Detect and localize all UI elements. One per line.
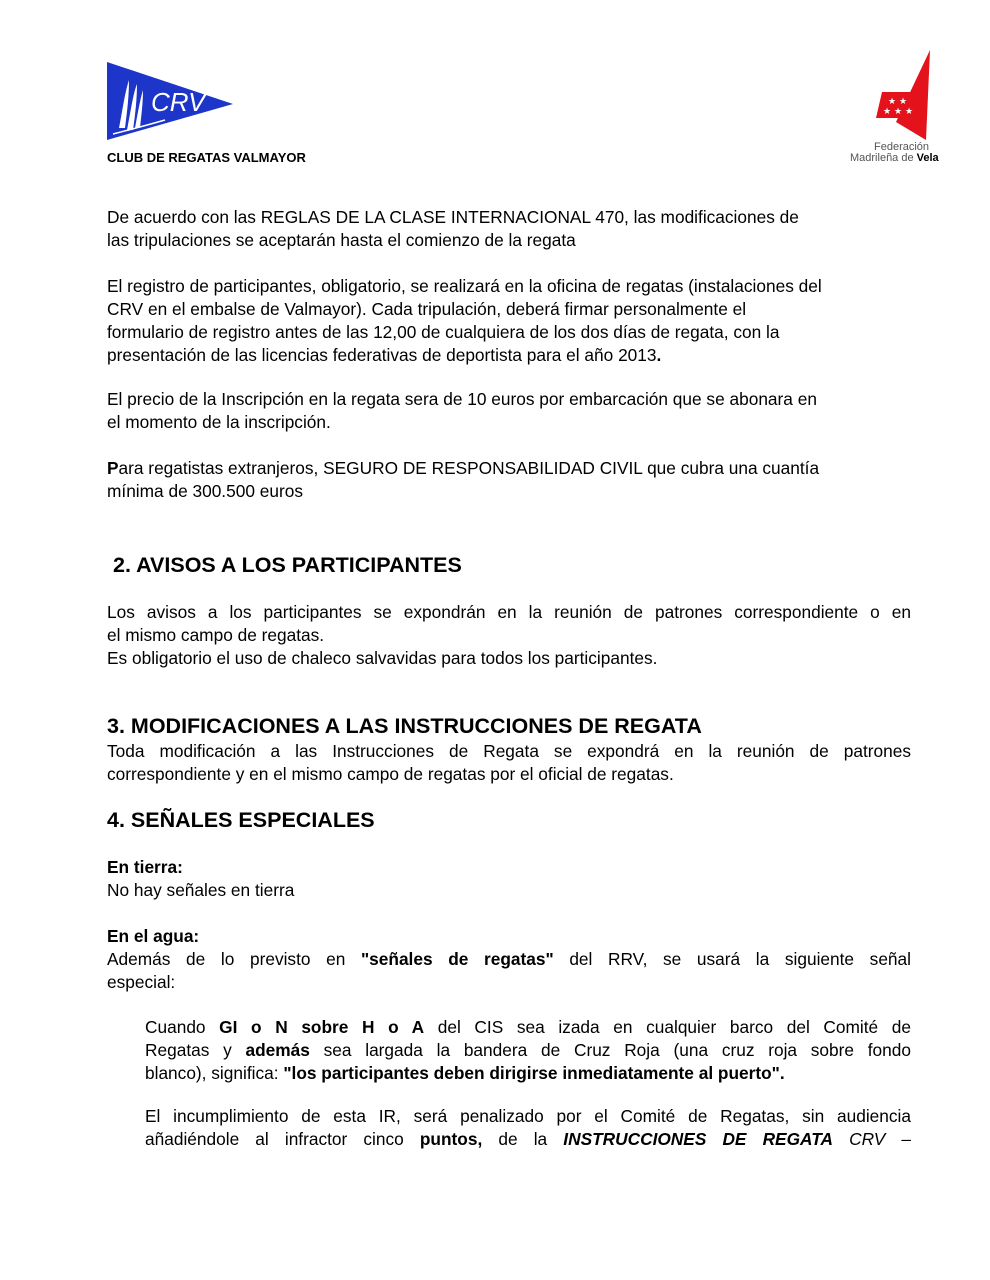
intro-paragraph-3: El precio de la Inscripción en la regata sera de 10 euros por embarcación que se abonara en el momento de la inscripción.	[107, 389, 817, 432]
en-tierra-text: No hay señales en tierra	[107, 880, 295, 900]
en-el-agua-block: En el agua: Además de lo previsto en "señales de regatas" del RRV, se usará la siguiente señal especial:	[107, 926, 911, 992]
fmv-logo-line2: Madrileña de	[850, 152, 917, 164]
en-el-agua-label: En el agua:	[107, 926, 200, 946]
penalty-description: El incumplimiento de esta IR, será penalizado por el Comité de Regatas, sin audiencia añadiéndole al infractor cinco puntos, de la INSTRUCCIONES DE REGATA CRV –	[145, 1106, 911, 1149]
en-tierra-block	[107, 856, 911, 902]
intro-paragraph-1: De acuerdo con las REGLAS DE LA CLASE INTERNACIONAL 470, las modificaciones de las tripulaciones se aceptarán hasta el comienzo de la regata	[107, 207, 799, 250]
section-4-title: 4. SEÑALES ESPECIALES	[107, 808, 375, 832]
section-2-body: Los avisos a los participantes se expondrán en la reunión de patrones correspondiente o en el mismo campo de regatas. Es obligatorio el uso de chaleco salvavidas para todos los participantes.	[107, 602, 911, 668]
fmv-logo	[846, 48, 950, 166]
svg-text:★: ★	[894, 107, 903, 117]
intro-paragraph-4: Para regatistas extranjeros, SEGURO DE RESPONSABILIDAD CIVIL que cubra una cuantía mínima de 300.500 euros	[107, 458, 820, 501]
club-name: CLUB DE REGATAS VALMAYOR	[107, 150, 306, 165]
section-3-body: Toda modificación a las Instrucciones de Regata se expondrá en la reunión de patrones correspondiente y en el mismo campo de regatas por el oficial de regatas.	[107, 741, 911, 784]
section-3-title: 3. MODIFICACIONES A LAS INSTRUCCIONES DE REGATA	[107, 714, 702, 738]
svg-text:Madrileña de Vela	[850, 152, 940, 164]
fmv-logo-vela: Vela	[916, 152, 939, 164]
section-2-title: 2. AVISOS A LOS PARTICIPANTES	[113, 553, 462, 577]
svg-text:★: ★	[905, 107, 914, 117]
svg-text:★: ★	[888, 97, 897, 107]
svg-text:★: ★	[883, 107, 892, 117]
en-tierra-label: En tierra:	[107, 857, 183, 877]
crv-logo-text: CRV	[151, 87, 206, 117]
svg-text:★: ★	[899, 97, 908, 107]
fmv-logo-line1: Federación	[874, 141, 930, 153]
signal-description: Cuando GI o N sobre H o A del CIS sea izada en cualquier barco del Comité de Regatas y además sea largada la bandera de Cruz Roja (una cruz roja sobre fondo blanco), significa: "los participantes deben dirigirse inmediatamente al puerto".	[145, 1017, 911, 1083]
intro-paragraph-2: El registro de participantes, obligatorio, se realizará en la oficina de regatas (instalaciones del CRV en el embalse de Valmayor). Cada tripulación, deberá firmar personalmente el formulario de registro antes de las 12,00 de cualquiera de los dos días de regata, con la presentación de las licencias federativas de deportista para el año 2013.	[107, 276, 822, 365]
crv-logo	[107, 62, 233, 140]
